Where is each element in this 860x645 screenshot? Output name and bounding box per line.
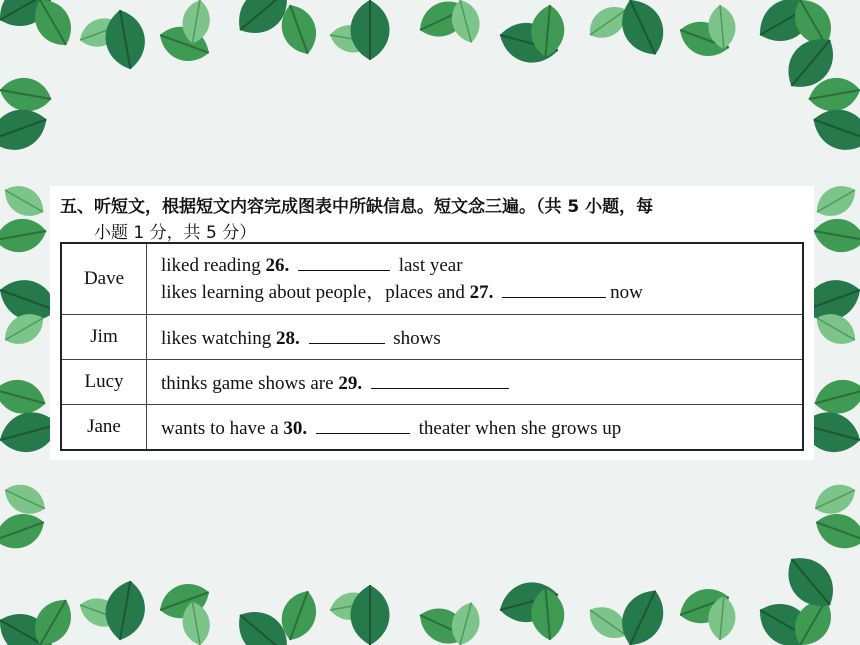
content-line: [161, 252, 788, 279]
text-post: now: [610, 282, 643, 303]
table-row: [61, 405, 803, 451]
answer-blank[interactable]: [309, 325, 385, 344]
person-name: Lucy: [61, 360, 147, 405]
table-row: [61, 315, 803, 360]
table-row: [61, 243, 803, 315]
answer-blank[interactable]: [502, 279, 606, 298]
row-content: [147, 405, 804, 451]
question-number: 29.: [338, 372, 363, 394]
exercise-card: [50, 186, 814, 460]
text-post: shows: [393, 327, 441, 349]
table-row: [61, 360, 803, 405]
info-table: [60, 242, 804, 451]
question-number: 26.: [265, 255, 290, 276]
content-line: [161, 279, 788, 306]
text-pre: wants to have a: [161, 417, 279, 439]
text-post: last year: [398, 255, 463, 276]
row-content: [147, 360, 804, 405]
question-number: 30.: [283, 417, 308, 439]
text-pre: liked reading: [161, 255, 261, 276]
text-pre: likes watching: [161, 327, 272, 349]
text-pre: thinks game shows are: [161, 372, 334, 394]
row-content: [147, 315, 804, 360]
text-pre: likes learning about people，places and: [161, 282, 465, 303]
question-number: 28.: [276, 327, 300, 349]
text-post: theater when she grows up: [418, 417, 622, 439]
answer-blank[interactable]: [371, 370, 509, 389]
answer-blank[interactable]: [316, 415, 410, 434]
person-name: Jim: [61, 315, 147, 360]
person-name: Jane: [61, 405, 147, 451]
instruction-line-1: 五、听短文，根据短文内容完成图表中所缺信息。短文念三遍。（共 5 小题，每: [60, 197, 654, 217]
person-name: Dave: [61, 243, 147, 315]
instruction-line-2: 小题 1 分，共 5 分）: [94, 223, 257, 243]
instruction-text: [60, 194, 810, 246]
question-number: 27.: [469, 282, 494, 303]
row-content: [147, 243, 804, 315]
answer-blank[interactable]: [298, 252, 390, 271]
